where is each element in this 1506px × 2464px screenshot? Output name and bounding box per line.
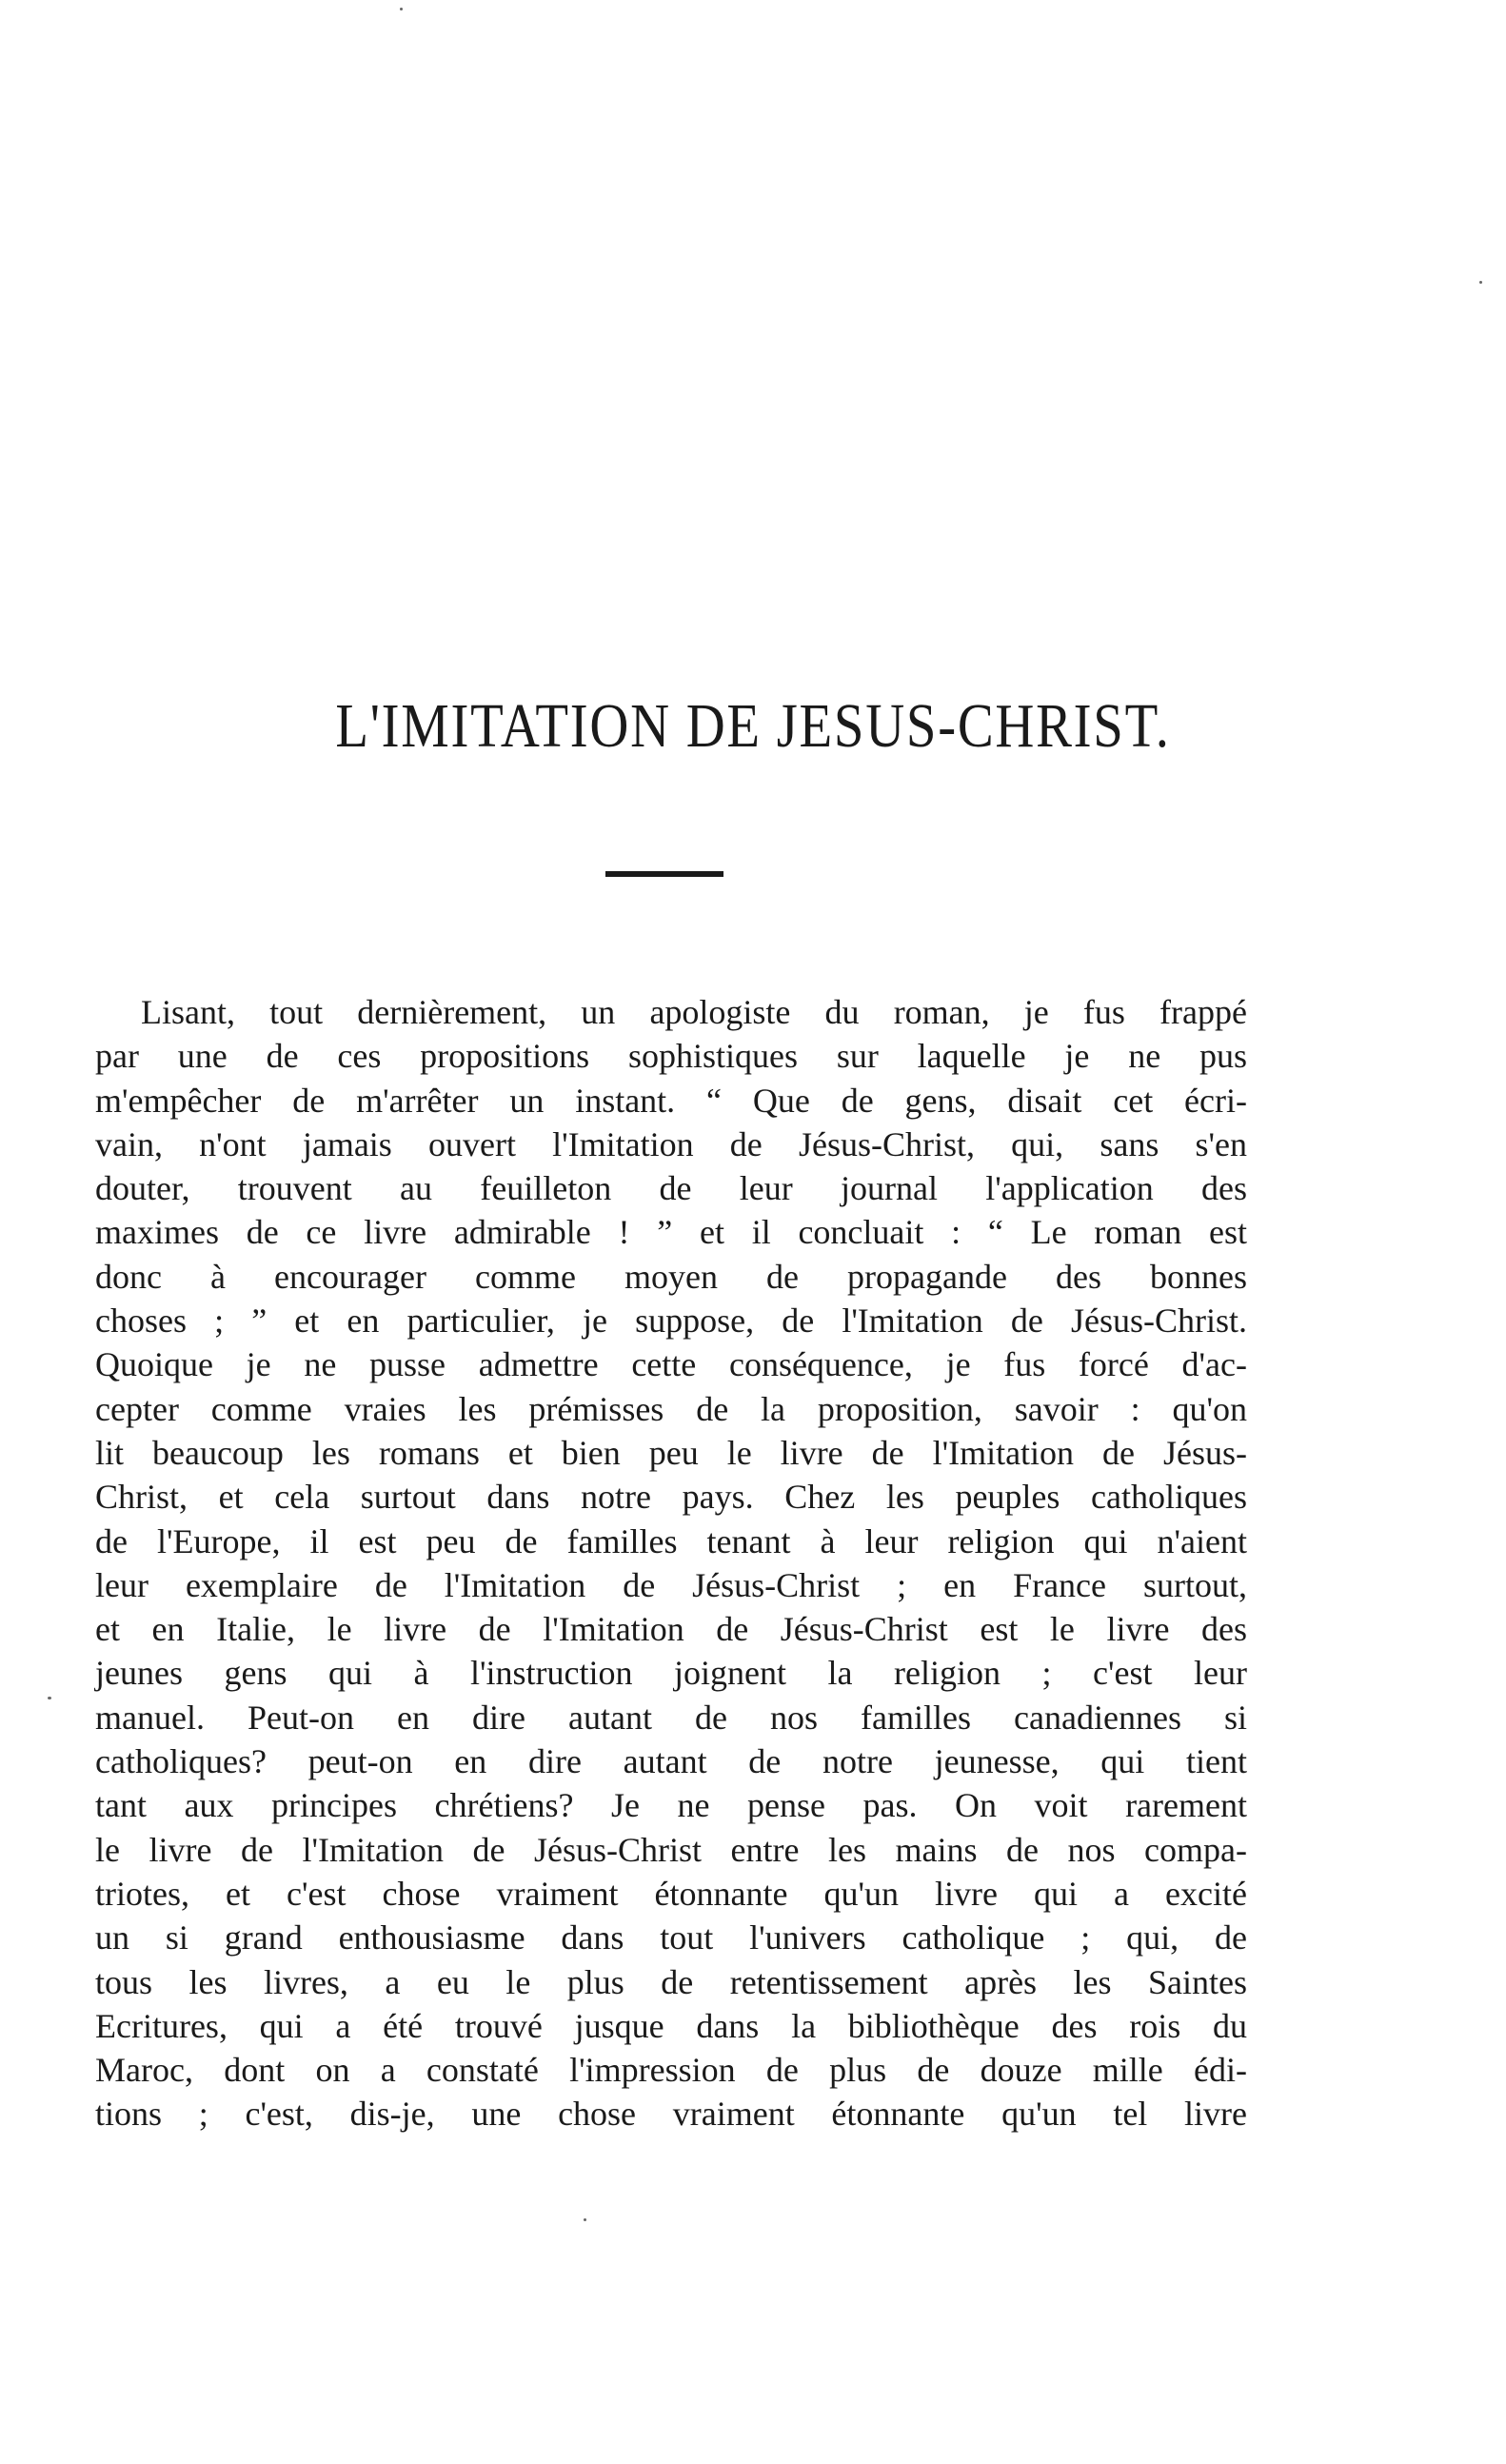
text-line: tous les livres, a eu le plus de retentissement après les Saintes	[95, 1962, 1247, 2001]
text-line: douter, trouvent au feuilleton de leur journal l'application des	[95, 1169, 1247, 1208]
text-line: leur exemplaire de l'Imitation de Jésus-Christ ; en France surtout,	[95, 1565, 1247, 1604]
title-rule	[605, 871, 723, 877]
text-line: Christ, et cela surtout dans notre pays. Chez les peuples catholiques	[95, 1478, 1247, 1517]
chapter-title: L'IMITATION DE JESUS-CHRIST.	[335, 691, 1171, 761]
text-line: Maroc, dont on a constaté l'impression de plus de douze mille édi-	[95, 2051, 1247, 2090]
text-line: cepter comme vraies les prémisses de la proposition, savoir : qu'on	[95, 1389, 1247, 1428]
text-line: Ecritures, qui a été trouvé jusque dans la bibliothèque des rois du	[95, 2006, 1247, 2045]
text-line: de l'Europe, il est peu de familles tenant à leur religion qui n'aient	[95, 1521, 1247, 1560]
body-paragraph	[95, 990, 1247, 2136]
text-line: par une de ces propositions sophistiques sur laquelle je ne pus	[95, 1037, 1247, 1076]
text-line: catholiques? peut-on en dire autant de notre jeunesse, qui tient	[95, 1742, 1247, 1781]
paper-speck	[1479, 281, 1482, 284]
text-line: Lisant, tout dernièrement, un apologiste du roman, je fus frappé	[141, 993, 1247, 1031]
paper-speck	[48, 1697, 51, 1699]
text-line: tant aux principes chrétiens? Je ne pense pas. On voit rarement	[95, 1786, 1247, 1825]
text-line: vain, n'ont jamais ouvert l'Imitation de Jésus-Christ, qui, sans s'en	[95, 1124, 1247, 1163]
text-line: choses ; ” et en particulier, je suppose, de l'Imitation de Jésus-Christ.	[95, 1302, 1247, 1341]
text-line: Quoique je ne pusse admettre cette conséquence, je fus forcé d'ac-	[95, 1345, 1247, 1384]
text-line: et en Italie, le livre de l'Imitation de Jésus-Christ est le livre des	[95, 1610, 1247, 1649]
text-line: manuel. Peut-on en dire autant de nos familles canadiennes si	[95, 1698, 1247, 1737]
text-line: m'empêcher de m'arrêter un instant. “ Que de gens, disait cet écri-	[95, 1081, 1247, 1120]
paper-speck	[584, 2218, 586, 2221]
text-line: lit beaucoup les romans et bien peu le livre de l'Imitation de Jésus-	[95, 1433, 1247, 1472]
text-line: maximes de ce livre admirable ! ” et il concluait : “ Le roman est	[95, 1213, 1247, 1252]
paper-speck	[400, 8, 403, 10]
text-line: tions ; c'est, dis-je, une chose vraiment étonnante qu'un tel livre	[95, 2095, 1247, 2134]
text-line: triotes, et c'est chose vraiment étonnante qu'un livre qui a excité	[95, 1874, 1247, 1913]
text-line: jeunes gens qui à l'instruction joignent la religion ; c'est leur	[95, 1654, 1247, 1693]
text-line: un si grand enthousiasme dans tout l'univers catholique ; qui, de	[95, 1918, 1247, 1957]
text-line: le livre de l'Imitation de Jésus-Christ entre les mains de nos compa-	[95, 1830, 1247, 1869]
text-line: donc à encourager comme moyen de propagande des bonnes	[95, 1257, 1247, 1296]
